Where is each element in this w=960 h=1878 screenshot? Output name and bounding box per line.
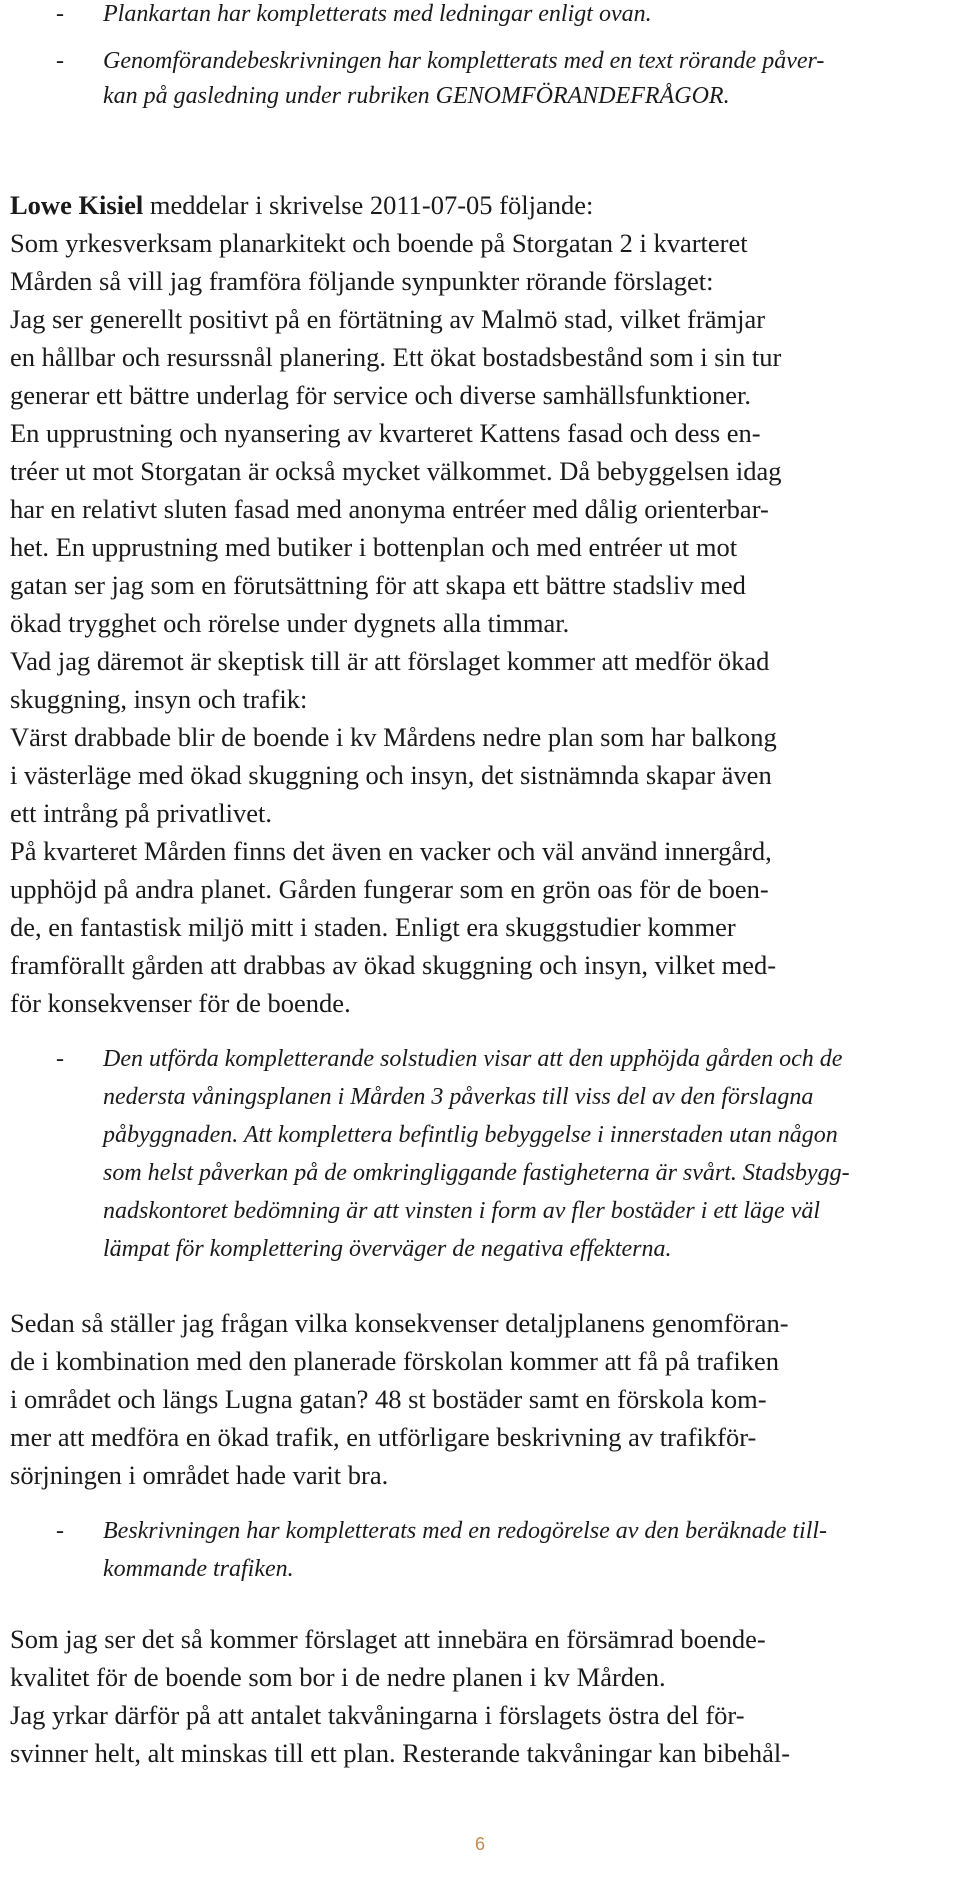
- question-line: Sedan så ställer jag frågan vilka konsekvenser detaljplanens genomföran-: [10, 1308, 789, 1338]
- list-dash: -: [56, 1046, 64, 1072]
- question-line: de i kombination med den planerade förskolan kommer att få på trafiken: [10, 1346, 779, 1376]
- question-line: mer att medföra en ökad trafik, en utförligare beskrivning av trafikför-: [10, 1422, 757, 1452]
- question-line: i området och längs Lugna gatan? 48 st bostäder samt en förskola kom-: [10, 1384, 767, 1414]
- list-dash: -: [56, 48, 64, 74]
- letter-line: de, en fantastisk miljö mitt i staden. Enligt era skuggstudier kommer: [10, 912, 736, 942]
- letter-line: Som yrkesverksam planarkitekt och boende på Storgatan 2 i kvarteret: [10, 228, 748, 258]
- closing-line: svinner helt, alt minskas till ett plan. Resterande takvåningar kan bibehål-: [10, 1738, 791, 1768]
- letter-line: ökad trygghet och rörelse under dygnets alla timmar.: [10, 608, 570, 638]
- intro-line: [10, 187, 593, 223]
- response-1-line: nadskontoret bedömning är att vinsten i form av fler bostäder i ett läge väl: [103, 1198, 821, 1224]
- response-2-line: kommande trafiken.: [103, 1556, 294, 1582]
- list-dash: -: [56, 1518, 64, 1544]
- closing-line: Som jag ser det så kommer förslaget att innebära en försämrad boende-: [10, 1624, 766, 1654]
- response-2-line: Beskrivningen har kompletterats med en redogörelse av den beräknade till-: [103, 1518, 828, 1544]
- letter-line: upphöjd på andra planet. Gården fungerar som en grön oas för de boen-: [10, 874, 769, 904]
- letter-line: gatan ser jag som en förutsättning för att skapa ett bättre stadsliv med: [10, 570, 746, 600]
- letter-line: Mården så vill jag framföra följande synpunkter rörande förslaget:: [10, 266, 714, 296]
- response-1-line: som helst påverkan på de omkringliggande fastigheterna är svårt. Stadsbygg-: [103, 1160, 850, 1186]
- letter-line: framförallt gården att drabbas av ökad skuggning och insyn, vilket med-: [10, 950, 777, 980]
- letter-line: tréer ut mot Storgatan är också mycket välkommet. Då bebyggelsen idag: [10, 456, 782, 486]
- page-number: 6: [474, 1834, 485, 1854]
- response-1-line: nedersta våningsplanen i Mården 3 påverkas till viss del av den förslagna: [103, 1084, 814, 1110]
- list-dash: -: [56, 1, 64, 27]
- letter-line: generar ett bättre underlag för service och diverse samhällsfunktioner.: [10, 380, 751, 410]
- letter-line: het. En upprustning med butiker i bottenplan och med entréer ut mot: [10, 532, 738, 562]
- closing-line: kvalitet för de boende som bor i de nedre planen i kv Mården.: [10, 1662, 666, 1692]
- response-1-line: påbyggnaden. Att komplettera befintlig bebyggelse i innerstaden utan någon: [103, 1122, 838, 1148]
- response-1-line: Den utförda kompletterande solstudien visar att den upphöjda gården och de: [103, 1046, 843, 1072]
- intro-rest: meddelar i skrivelse 2011-07-05 följande:: [143, 190, 594, 220]
- letter-line: för konsekvenser för de boende.: [10, 988, 351, 1018]
- top-item-1: Plankartan har kompletterats med ledningar enligt ovan.: [103, 1, 652, 27]
- top-item-2-line-2: kan på gasledning under rubriken GENOMFÖRANDEFRÅGOR.: [103, 83, 730, 109]
- question-line: sörjningen i området hade varit bra.: [10, 1460, 389, 1490]
- letter-line: En upprustning och nyansering av kvarteret Kattens fasad och dess en-: [10, 418, 761, 448]
- letter-line: Jag ser generellt positivt på en förtätning av Malmö stad, vilket främjar: [10, 304, 766, 334]
- sender-name: Lowe Kisiel: [10, 190, 144, 220]
- letter-line: skuggning, insyn och trafik:: [10, 684, 308, 714]
- letter-line: Vad jag däremot är skeptisk till är att förslaget kommer att medför ökad: [10, 646, 770, 676]
- letter-line: en hållbar och resurssnål planering. Ett ökat bostadsbestånd som i sin tur: [10, 342, 782, 372]
- letter-line: På kvarteret Mården finns det även en vacker och väl använd innergård,: [10, 836, 772, 866]
- letter-line: Värst drabbade blir de boende i kv Mårdens nedre plan som har balkong: [10, 722, 777, 752]
- top-item-2-line-1: Genomförandebeskrivningen har kompletterats med en text rörande påver-: [103, 48, 825, 74]
- response-1-line: lämpat för komplettering överväger de negativa effekterna.: [103, 1236, 672, 1262]
- letter-line: har en relativt sluten fasad med anonyma entréer med dålig orienterbar-: [10, 494, 769, 524]
- letter-line: i västerläge med ökad skuggning och insyn, det sistnämnda skapar även: [10, 760, 772, 790]
- letter-line: ett intrång på privatlivet.: [10, 798, 272, 828]
- closing-line: Jag yrkar därför på att antalet takvåningarna i förslagets östra del för-: [10, 1700, 745, 1730]
